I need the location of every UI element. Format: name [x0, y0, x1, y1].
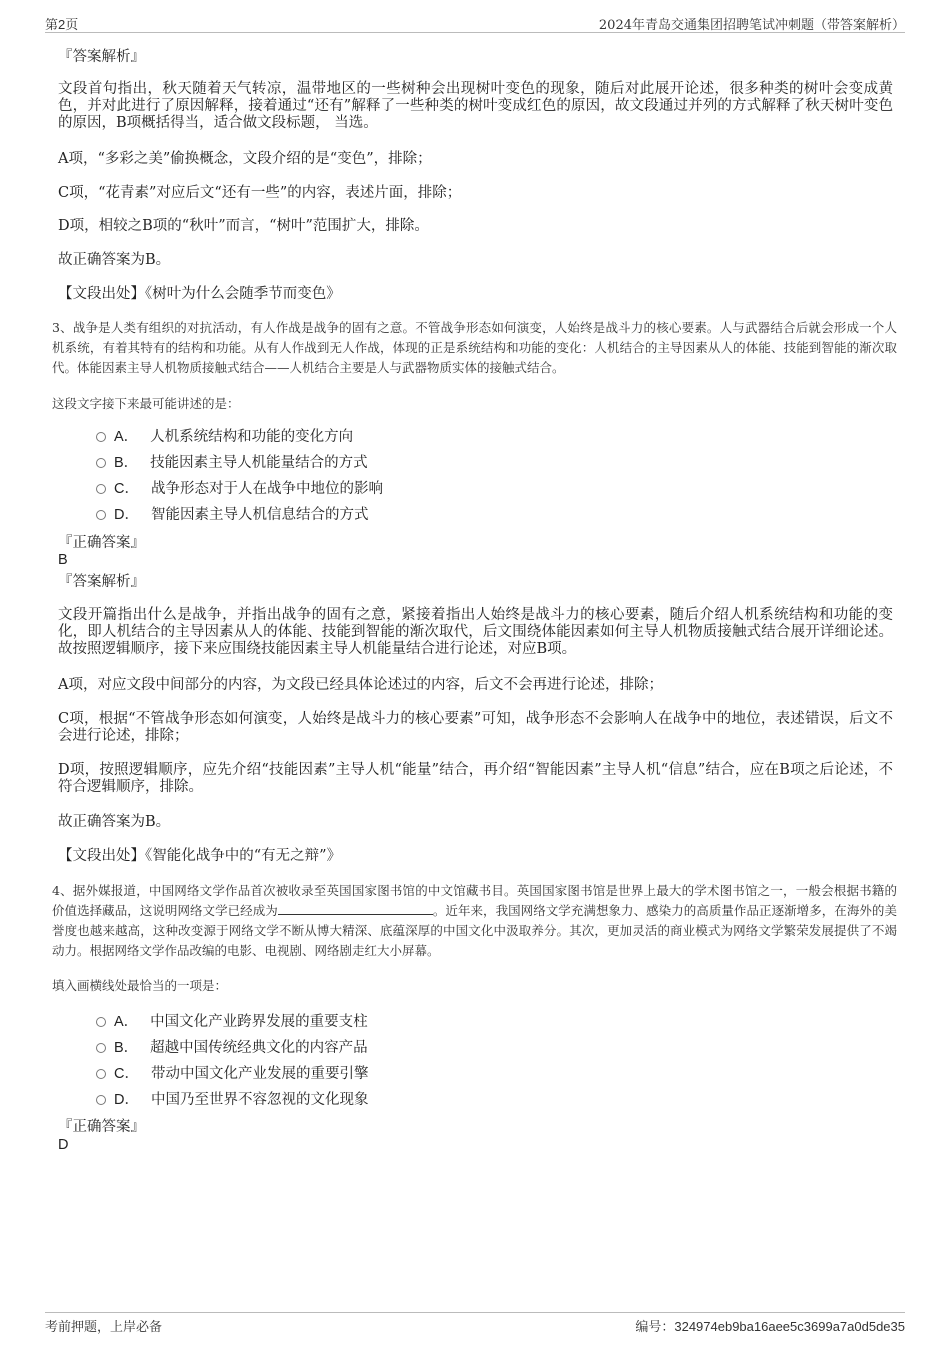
- radio-icon[interactable]: [96, 432, 106, 442]
- q3-answer-label: 『正确答案』: [58, 535, 145, 551]
- page-footer: [45, 1312, 905, 1335]
- q4-option-b[interactable]: [96, 1038, 368, 1058]
- q3-source: 【文段出处】《智能化战争中的“有无之辩”》: [58, 848, 342, 864]
- radio-icon[interactable]: [96, 484, 106, 494]
- q2-source: 【文段出处】《树叶为什么会随季节而变色》: [58, 286, 341, 302]
- option-text: 带动中国文化产业发展的重要引擎: [150, 1066, 369, 1082]
- q4-option-a[interactable]: [96, 1012, 368, 1032]
- option-text: 人机系统结构和功能的变化方向: [150, 429, 354, 445]
- radio-icon[interactable]: [96, 1043, 106, 1053]
- q3-option-b[interactable]: [96, 453, 368, 473]
- radio-icon[interactable]: [96, 458, 106, 468]
- option-letter: D．: [114, 507, 139, 523]
- option-letter: A．: [114, 429, 139, 445]
- q2-option-d-analysis: D项，相较之B项的“秋叶”而言，“树叶”范围扩大，排除。: [58, 218, 429, 234]
- option-letter: B．: [114, 1040, 139, 1056]
- q2-analysis-text: 文段首句指出，秋天随着天气转凉，温带地区的一些树种会出现树叶变色的现象，随后对此展开论述，很多种类的树叶会变成黄色，并对此进行了原因解释，接着通过“还有”解释了一些种类的树叶变成红色的原因，故文段通过并列的方式解释了秋天树叶变色的原因，B项概括得当，适合做文段标题， 当选。: [58, 81, 893, 131]
- q4-option-d[interactable]: [96, 1090, 368, 1110]
- option-text: 战争形态对于人在战争中地位的影响: [150, 481, 383, 497]
- q3-option-c[interactable]: [96, 479, 383, 499]
- page-header: [45, 12, 905, 33]
- q3-option-d[interactable]: [96, 505, 368, 525]
- option-letter: A．: [114, 1014, 139, 1030]
- option-text: 中国文化产业跨界发展的重要支柱: [150, 1014, 368, 1030]
- q4-answer-label: 『正确答案』: [58, 1119, 145, 1135]
- q3-option-a[interactable]: [96, 427, 353, 447]
- option-letter: C．: [114, 481, 139, 497]
- option-letter: B．: [114, 455, 139, 471]
- q3-conclusion: 故正确答案为B。: [58, 814, 171, 830]
- option-letter: D．: [114, 1092, 139, 1108]
- radio-icon[interactable]: [96, 1017, 106, 1027]
- q4-prompt: 填入画横线处最恰当的一项是：: [52, 978, 228, 993]
- option-text: 超越中国传统经典文化的内容产品: [150, 1040, 368, 1056]
- document-title: 2024年青岛交通集团招聘笔试冲刺题（带答案解析）: [598, 18, 905, 33]
- q4-answer: D: [58, 1137, 69, 1153]
- option-text: 中国乃至世界不容忽视的文化现象: [150, 1092, 369, 1108]
- q4-question-part1: 4、据外媒报道，中国网络文学作品首次被收录至英国国家图书馆的中文馆藏书目。英国国家图书馆是世界上最大的学术图书馆之一，一般会根据书籍的价值选择藏品，这说明网络文学已经成为: [52, 883, 897, 918]
- q4-option-c[interactable]: [96, 1064, 368, 1084]
- q3-option-a-analysis: A项，对应文段中间部分的内容，为文段已经具体论述过的内容，后文不会再进行论述，排除；: [58, 677, 663, 693]
- option-text: 智能因素主导人机信息结合的方式: [150, 507, 369, 523]
- q3-option-c-analysis: C项，根据“不管战争形态如何演变，人始终是战斗力的核心要素”可知，战争形态不会影响人在战争中的地位，表述错误，后文不会进行论述，排除；: [58, 711, 893, 744]
- option-text: 技能因素主导人机能量结合的方式: [150, 455, 368, 471]
- option-letter: C．: [114, 1066, 139, 1082]
- q2-conclusion: 故正确答案为B。: [58, 252, 171, 268]
- q3-option-d-analysis: D项，按照逻辑顺序，应先介绍“技能因素”主导人机“能量”结合，再介绍“智能因素”主导人机“信息”结合，应在B项之后论述，不符合逻辑顺序，排除。: [58, 762, 893, 795]
- document-id: 编号：324974eb9ba16aee5c3699a7a0d5de35: [635, 1319, 905, 1334]
- q3-analysis-label: 『答案解析』: [58, 574, 145, 590]
- q3-prompt: 这段文字接下来最可能讲述的是：: [52, 396, 240, 411]
- q3-answer: B: [58, 552, 68, 568]
- q2-option-a-analysis: A项，“多彩之美”偷换概念，文段介绍的是“变色”，排除；: [58, 151, 432, 167]
- q2-option-c-analysis: C项，“花青素”对应后文“还有一些”的内容，表述片面，排除；: [58, 185, 462, 201]
- radio-icon[interactable]: [96, 1095, 106, 1105]
- q4-question-part2: 。近年来，我国网络文学充满想象力、感染力的高质量作品正逐渐增多，在海外的美誉度也越来越高，这种改变源于网络文学不断从博大精深、底蕴深厚的中国文化中汲取养分。其次，更加灵活的商业模式为网络文学繁荣发展提供了不竭动力。根据网络文学作品改编的电影、电视剧、网络剧走红大小屏幕。: [52, 903, 897, 958]
- q3-question-text: 3、战争是人类有组织的对抗活动，有人作战是战争的固有之意。不管战争形态如何演变，人始终是战斗力的核心要素。人与武器结合后就会形成一个人机系统，有着其特有的结构和功能。从有人作战到无人作战，体现的正是系统结构和功能的变化：人机结合的主导因素从人的体能、技能到智能的渐次取代。体能因素主导人机物质接触式结合——人机结合主要是人与武器物质实体的接触式结合。: [52, 320, 897, 375]
- q3-analysis-text: 文段开篇指出什么是战争，并指出战争的固有之意，紧接着指出人始终是战斗力的核心要素，随后介绍人机系统结构和功能的变化，即人机结合的主导因素从人的体能、技能到智能的渐次取代，后文围绕体能因素如何主导人机物质接触式结合展开详细论述。故按照逻辑顺序，接下来应围绕技能因素主导人机能量结合进行论述，对应B项。: [58, 607, 893, 657]
- radio-icon[interactable]: [96, 510, 106, 520]
- q2-analysis-label: 『答案解析』: [58, 49, 145, 65]
- q4-question-text: [52, 881, 897, 961]
- radio-icon[interactable]: [96, 1069, 106, 1079]
- page-number: 第2页: [45, 17, 79, 32]
- footer-slogan: 考前押题，上岸必备: [45, 1320, 163, 1335]
- fill-blank-line: [278, 903, 433, 915]
